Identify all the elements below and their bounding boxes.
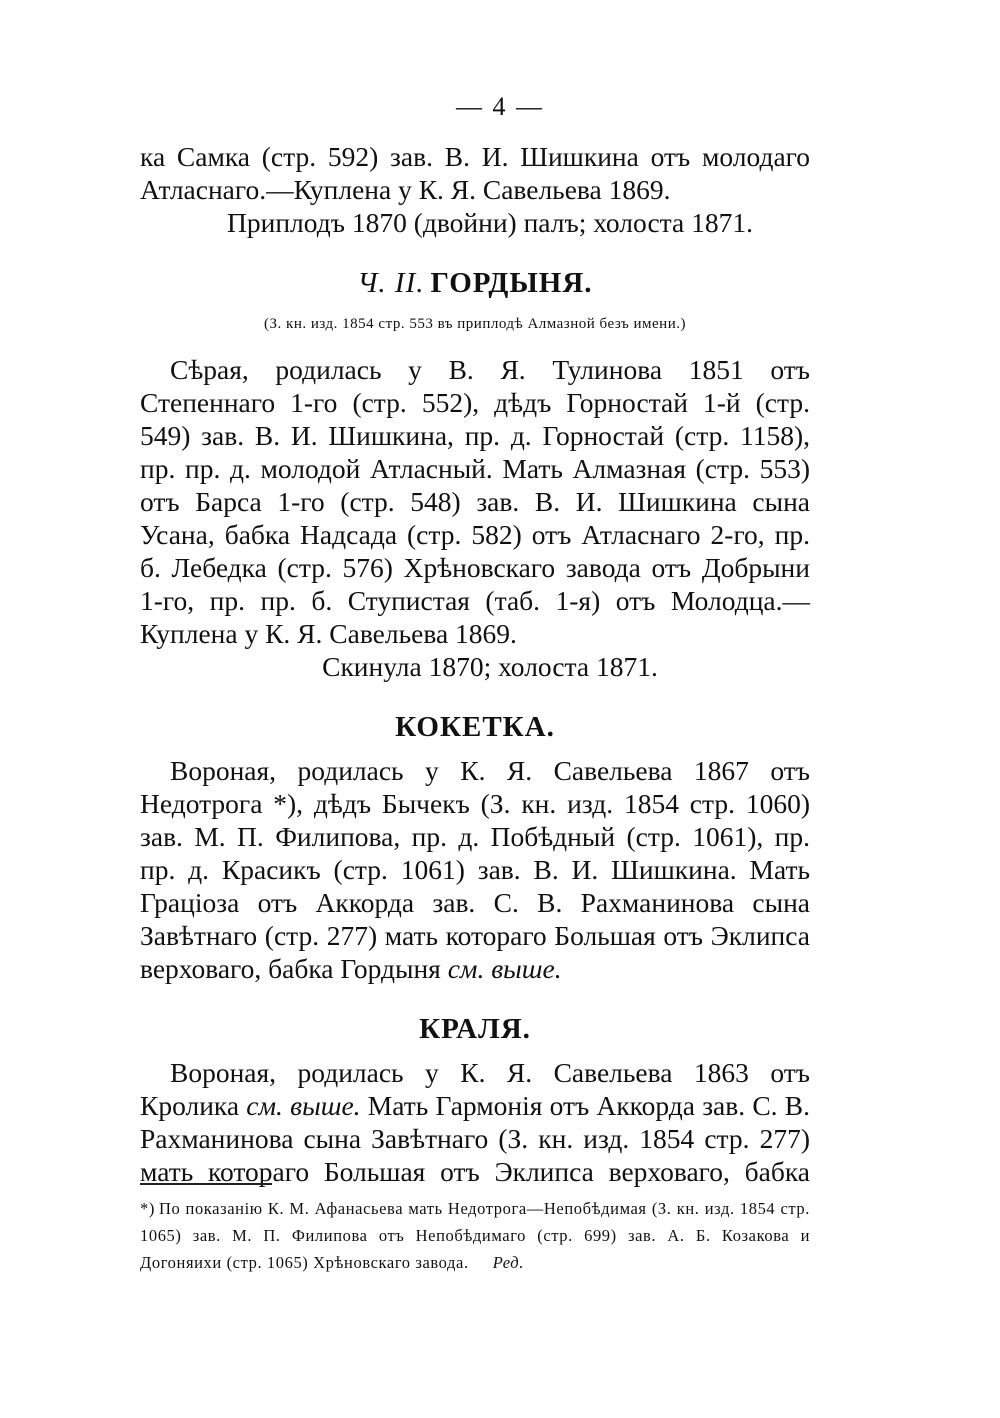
- kralya-text-b: Мать Гармонія отъ Аккорда зав. С. В. Рахманинова сына Завѣтнаго (З. кн. изд. 1854 стр. 277) мать котораго Большая отъ Эклипса верховаго, бабка: [140, 1090, 810, 1187]
- section-heading-gordynya: [140, 267, 810, 300]
- page-body: [140, 140, 810, 1188]
- editor-mark: Ред.: [492, 1253, 524, 1272]
- gordynya-reference-note: (З. кн. изд. 1854 стр. 553 въ приплодѣ Алмазной безъ имени.): [264, 316, 686, 332]
- koketka-cross-reference: см. выше.: [447, 953, 562, 984]
- koketka-text: Вороная, родилась у К. Я. Савельева 1867 отъ Недотрога *), дѣдъ Бычекъ (З. кн. изд. 1854 стр. 1060) зав. М. П. Филипова, пр. д. Побѣдный (стр. 1061), пр. пр. д. Красикъ (стр. 1061) зав. В. И. Шишкина. Мать Граціоза отъ Аккорда зав. С. В. Рахманинова сына Завѣтнаго (стр. 277) мать котораго Большая отъ Эклипса верховаго, бабка Гордыня: [140, 755, 810, 984]
- gordynya-paragraph: Сѣрая, родилась у В. Я. Тулинова 1851 отъ Степеннаго 1-го (стр. 552), дѣдъ Горностай 1-й (стр. 549) зав. В. И. Шишкина, пр. д. Горностай (стр. 1158), пр. пр. д. молодой Атласный. Мать Алмазная (стр. 553) отъ Барса 1-го (стр. 548) зав. В. И. Шишкина сына Усана, бабка Надсада (стр. 582) отъ Атласнаго 2-го, пр. б. Лебедка (стр. 576) Хрѣновскаго завода отъ Добрыни 1-го, пр. пр. б. Ступистая (таб. 1-я) отъ Молодца.—Куплена у К. Я. Савельева 1869.: [140, 354, 810, 649]
- section-heading-koketka: КОКЕТКА.: [395, 711, 555, 743]
- heading-title: ГОРДЫНЯ.: [430, 267, 593, 299]
- footnote-text: По показанію К. М. Афанасьева мать Недотрога—Непобѣдимая (З. кн. изд. 1854 стр. 1065) зав. М. П. Филипова отъ Непобѣдимаго (стр. 699) зав. А. Б. Козакова и Догоняихи (стр. 1065) Хрѣновскаго завода.: [140, 1199, 810, 1272]
- intro-offspring: Приплодъ 1870 (двойни) палъ; холоста 1871.: [227, 207, 753, 238]
- intro-paragraph: ка Самка (стр. 592) зав. В. И. Шишкина отъ молодаго Атласнаго.—Куплена у К. Я. Савельева 1869.: [140, 141, 810, 205]
- kralya-paragraph: [140, 1056, 810, 1188]
- page-number: — 4 —: [456, 92, 544, 121]
- kralya-cross-reference: см. выше.: [246, 1090, 361, 1121]
- koketka-paragraph: [140, 754, 810, 985]
- heading-prefix: Ч. II.: [357, 267, 425, 299]
- section-heading-kralya: КРАЛЯ.: [419, 1013, 531, 1045]
- kralya-text-a: Вороная, родилась у К. Я. Савельева 1863 отъ Кролика: [140, 1057, 810, 1121]
- footnote: [140, 1195, 810, 1276]
- footnote-marker: *): [140, 1199, 155, 1218]
- footnote-divider: [140, 1183, 272, 1185]
- gordynya-offspring: Скинула 1870; холоста 1871.: [322, 651, 658, 682]
